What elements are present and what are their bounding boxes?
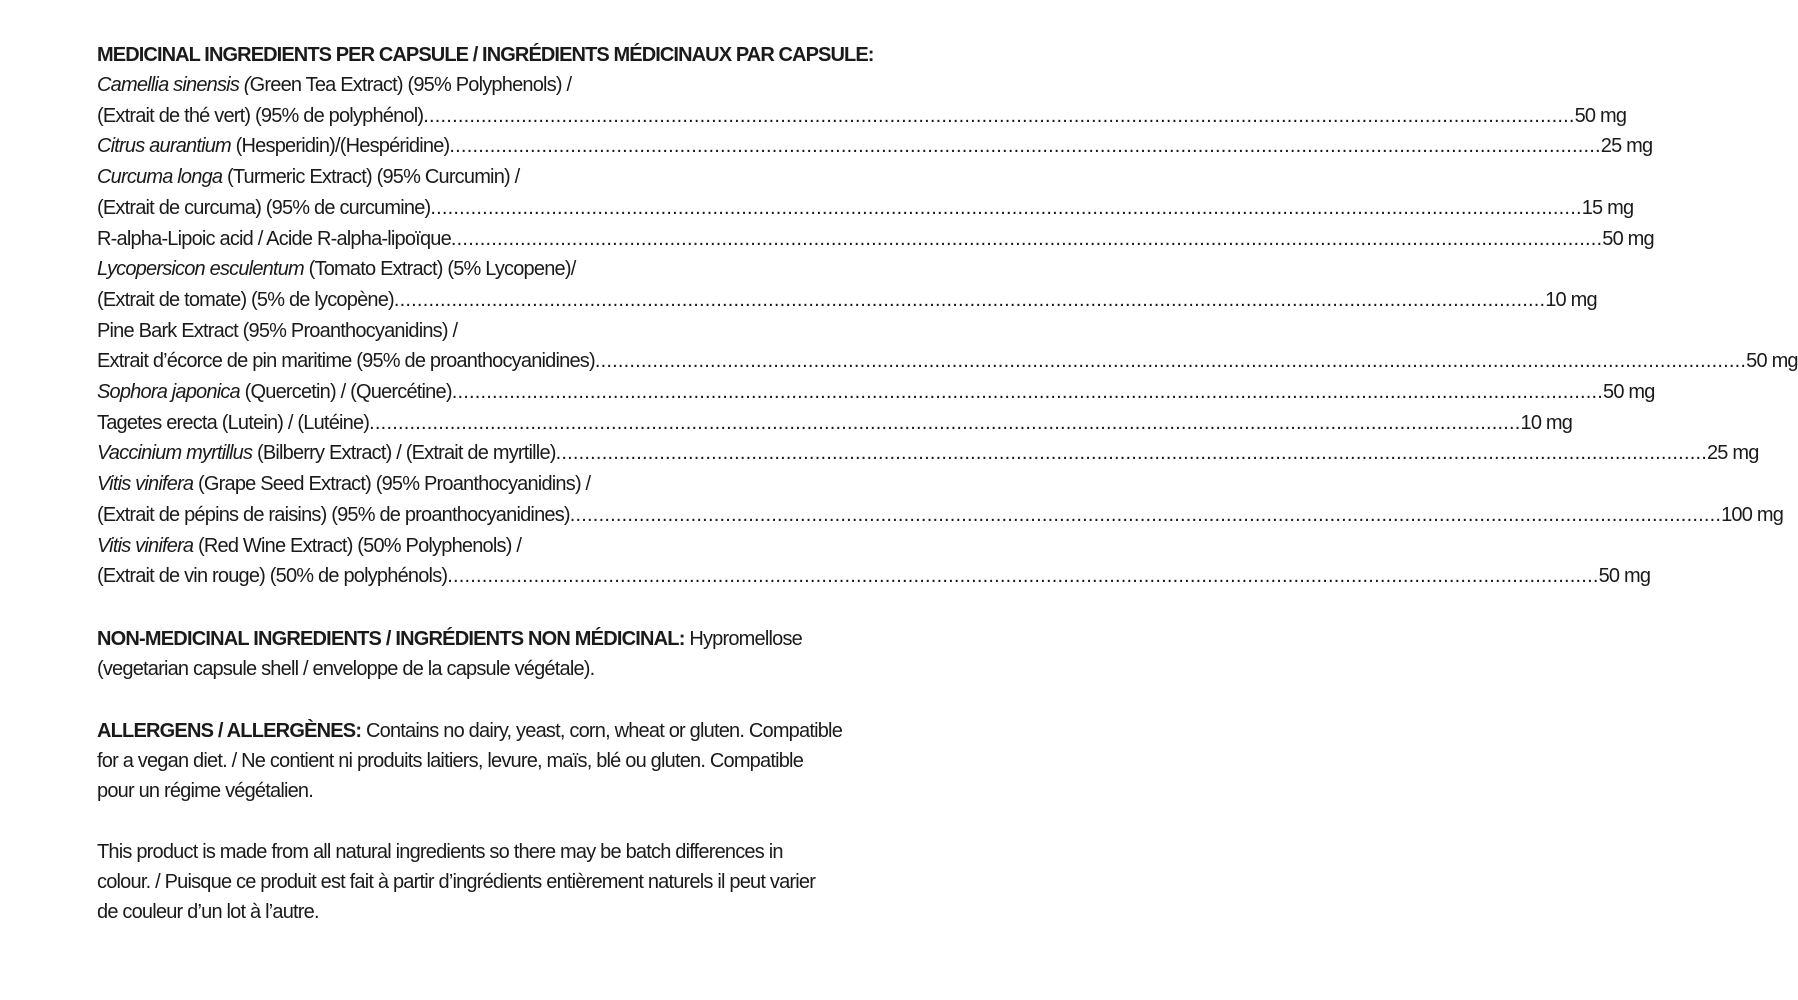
ingredient-description: R-alpha-Lipoic acid / Acide R-alpha-lipoïque <box>97 227 451 250</box>
allergens-section <box>97 716 909 806</box>
non-medicinal-label: NON-MEDICINAL INGREDIENTS / INGRÉDIENTS NON MÉDICINAL: <box>97 627 685 650</box>
ingredient-line <box>97 162 909 193</box>
allergens-label: ALLERGENS / ALLERGÈNES: <box>97 719 362 742</box>
dot-leader: ........................................................................................................................................................................................................ <box>369 411 1521 434</box>
ingredient-latin-name: Vitis vinifera <box>97 534 194 557</box>
batch-notice-line2: colour. / Puisque ce produit est fait à partir d’ingrédients entièrement naturels il peut varier <box>97 870 816 893</box>
ingredient-description: Green Tea Extract) (95% Polyphenols) / <box>249 74 572 96</box>
ingredient-line <box>97 408 1573 439</box>
dot-leader: ........................................................................................................................................................................................................ <box>447 565 1599 588</box>
ingredient-line <box>97 285 1597 316</box>
dot-leader: ........................................................................................................................................................................................................ <box>450 227 1603 250</box>
ingredient-dose: 15 mg <box>1581 196 1634 219</box>
ingredient-line <box>97 70 909 101</box>
ingredient-dose: 25 mg <box>1600 135 1653 158</box>
ingredient-dose: 25 mg <box>1706 442 1759 465</box>
non-medicinal-section <box>97 624 909 684</box>
supplement-label <box>97 40 1798 927</box>
medicinal-ingredients-list <box>97 70 1798 592</box>
ingredient-description: (Tomato Extract) (5% Lycopene)/ <box>303 258 576 281</box>
ingredient-line <box>97 131 1653 162</box>
ingredient-text <box>97 101 423 132</box>
ingredient-latin-name: Citrus aurantium <box>97 135 231 158</box>
ingredient-text <box>97 469 590 500</box>
ingredient-text <box>97 224 451 255</box>
ingredient-description: (Extrait de thé vert) (95% de polyphénol) <box>97 104 424 127</box>
medicinal-heading: MEDICINAL INGREDIENTS PER CAPSULE / INGRÉDIENTS MÉDICINAUX PAR CAPSULE: <box>97 44 874 66</box>
ingredient-latin-name: Lycopersicon esculentum <box>97 258 304 281</box>
ingredient-text <box>97 162 519 193</box>
ingredient-line <box>97 377 1655 408</box>
ingredient-description: (Quercetin) / (Quercétine) <box>239 381 452 404</box>
ingredient-latin-name: Vitis vinifera <box>97 473 194 496</box>
ingredient-line <box>97 561 1651 592</box>
ingredient-latin-name: Curcuma longa <box>97 166 223 189</box>
ingredient-text <box>97 346 595 377</box>
ingredient-latin-name: Sophora japonica <box>97 381 240 404</box>
ingredient-line <box>97 500 1784 531</box>
ingredient-line <box>97 469 909 500</box>
ingredient-dose: 50 mg <box>1603 381 1655 404</box>
ingredient-description: (Extrait de curcuma) (95% de curcumine) <box>97 196 431 219</box>
non-medicinal-text: Hypromellose <box>684 627 802 650</box>
ingredient-text <box>97 254 575 285</box>
ingredient-text <box>97 408 369 439</box>
ingredient-description: (Extrait de pépins de raisins) (95% de proanthocyanidines) <box>97 503 570 526</box>
ingredient-line <box>97 346 1798 377</box>
ingredient-dose: 10 mg <box>1545 288 1597 311</box>
dot-leader: ........................................................................................................................................................................................................ <box>555 442 1707 465</box>
allergens-text-line2: for a vegan diet. / Ne contient ni produits laitiers, levure, maïs, blé ou gluten. Compatible <box>97 749 804 772</box>
ingredient-description: (Turmeric Extract) (95% Curcumin) / <box>222 166 520 189</box>
batch-notice <box>97 837 909 927</box>
dot-leader: ........................................................................................................................................................................................................ <box>423 104 1575 127</box>
ingredient-text <box>97 438 556 469</box>
ingredient-description: (Hesperidin)/(Hespéridine) <box>230 135 450 158</box>
ingredient-description: Tagetes erecta (Lutein) / (Lutéine) <box>97 411 370 434</box>
dot-leader: ........................................................................................................................................................................................................ <box>594 350 1747 373</box>
ingredient-description: (Grape Seed Extract) (95% Proanthocyanidins) / <box>193 473 591 496</box>
dot-leader: ........................................................................................................................................................................................................ <box>569 503 1722 526</box>
ingredient-description: (Extrait de vin rouge) (50% de polyphénols) <box>97 565 448 588</box>
ingredient-line <box>97 531 909 562</box>
ingredient-text <box>97 316 457 347</box>
ingredient-line <box>97 316 909 347</box>
ingredient-dose: 10 mg <box>1520 411 1573 434</box>
ingredient-latin-name: Vaccinium myrtillus <box>97 442 253 465</box>
ingredient-description: (Bilberry Extract) / (Extrait de myrtille) <box>252 442 556 465</box>
ingredient-line <box>97 254 909 285</box>
ingredient-line <box>97 101 1627 132</box>
batch-notice-line1: This product is made from all natural ingredients so there may be batch differences in <box>97 840 783 863</box>
dot-leader: ........................................................................................................................................................................................................ <box>451 381 1604 404</box>
ingredient-line <box>97 224 1654 255</box>
dot-leader: ........................................................................................................................................................................................................ <box>393 288 1546 311</box>
ingredient-text <box>97 561 447 592</box>
ingredient-dose: 50 mg <box>1598 565 1651 588</box>
ingredient-text <box>97 500 570 531</box>
ingredient-text <box>97 377 452 408</box>
allergens-text-line1: Contains no dairy, yeast, corn, wheat or gluten. Compatible <box>361 719 843 742</box>
ingredient-dose: 100 mg <box>1721 503 1784 526</box>
allergens-text-line3: pour un régime végétalien. <box>97 779 314 802</box>
ingredient-description: (Extrait de tomate) (5% de lycopène) <box>97 288 394 311</box>
ingredient-text <box>97 531 521 562</box>
ingredient-dose: 50 mg <box>1746 350 1798 373</box>
ingredient-line <box>97 193 1634 224</box>
batch-notice-line3: de couleur d’un lot à l’autre. <box>97 900 319 923</box>
ingredient-text <box>97 193 430 224</box>
ingredient-description: Pine Bark Extract (95% Proanthocyanidins) / <box>97 319 458 342</box>
ingredient-text <box>97 285 394 316</box>
ingredient-line <box>97 438 1759 469</box>
dot-leader: ........................................................................................................................................................................................................ <box>449 135 1601 158</box>
non-medicinal-text-line2: (vegetarian capsule shell / enveloppe de la capsule végétale). <box>97 657 595 680</box>
ingredient-dose: 50 mg <box>1602 227 1654 250</box>
ingredient-text <box>97 70 571 101</box>
ingredient-text <box>97 131 449 162</box>
ingredient-description: (Red Wine Extract) (50% Polyphenols) / <box>193 534 522 557</box>
ingredient-dose: 50 mg <box>1574 104 1627 127</box>
dot-leader: ........................................................................................................................................................................................................ <box>430 196 1582 219</box>
ingredient-description: Extrait d’écorce de pin maritime (95% de proanthocyanidines) <box>97 350 595 373</box>
ingredient-latin-name: Camellia sinensis ( <box>97 74 250 96</box>
